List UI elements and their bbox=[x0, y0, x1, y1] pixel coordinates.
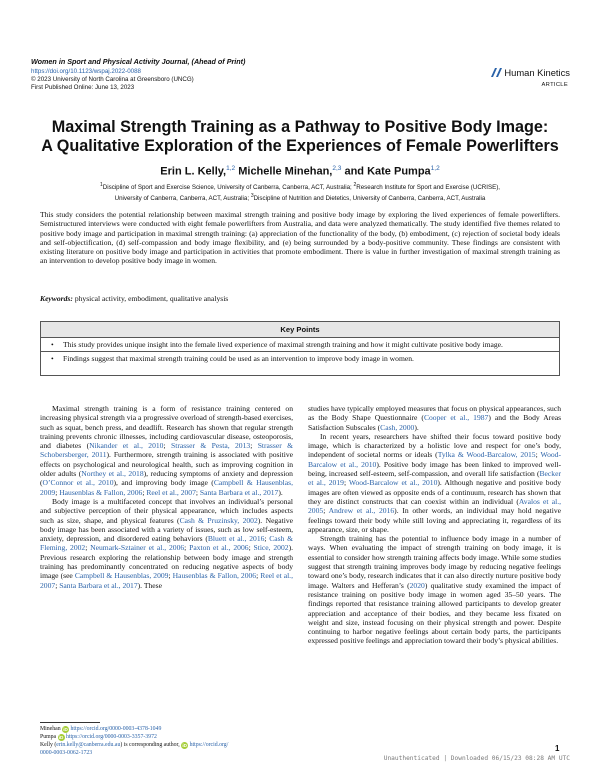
citation-link[interactable]: Cash & Fleming, 2002 bbox=[40, 534, 293, 553]
footnote-pumpa bbox=[40, 734, 293, 742]
text: ; bbox=[184, 543, 190, 553]
text: ). bbox=[278, 487, 283, 497]
author-name: and Kate Pumpa bbox=[344, 165, 431, 178]
text: In recent years, researchers have shifted their focus toward positive body image, which is characterized by a holistic love and respect for one’s body, independent of societal norms or ideals ( bbox=[308, 431, 561, 460]
doi-link[interactable] bbox=[31, 68, 141, 76]
key-point-text: Findings suggest that maximal strength training could be used as an intervention to improve body image in women. bbox=[63, 354, 414, 364]
author-affiliation-marker[interactable]: 2,3 bbox=[332, 165, 342, 172]
text: ; bbox=[55, 580, 60, 590]
citation-link[interactable]: O’Connor et al., 2010 bbox=[42, 478, 114, 488]
text: ) and the Body Areas Satisfaction Subscales ( bbox=[308, 413, 562, 432]
text: ; bbox=[195, 487, 200, 497]
citation-link[interactable]: Northey et al., 2018 bbox=[81, 469, 144, 479]
footnote-author-name: Minehan bbox=[40, 726, 61, 732]
body-paragraph bbox=[308, 534, 561, 646]
body-paragraph bbox=[308, 404, 561, 432]
citation-link[interactable]: Paxton et al., 2006 bbox=[189, 543, 249, 553]
author-affiliation-marker[interactable]: 1,2 bbox=[226, 165, 236, 172]
orcid-link[interactable]: 0000-0003-0062-1723 bbox=[40, 749, 93, 756]
download-stamp: Unauthenticated | Downloaded 06/15/23 08:28 AM UTC bbox=[383, 755, 570, 762]
key-point-item bbox=[41, 338, 559, 352]
affiliation-2-cont: University of Canberra, Canberra, ACT, Australia; bbox=[114, 195, 250, 203]
citation-link[interactable]: Santa Barbara et al., 2017 bbox=[199, 487, 279, 497]
text: ). bbox=[414, 422, 419, 432]
citation-link[interactable]: Hausenblas & Fallon, 2006 bbox=[172, 571, 257, 581]
affiliations bbox=[40, 181, 560, 204]
body-column-right bbox=[308, 404, 561, 646]
publisher-logo bbox=[452, 67, 570, 79]
affiliation-1: Discipline of Sport and Exercise Science, University of Canberra, Canberra, ACT, Australia; bbox=[102, 184, 352, 192]
keywords bbox=[40, 294, 560, 303]
citation-link[interactable]: Wood-Barcalow et al., 2010 bbox=[348, 478, 438, 488]
citation-link[interactable]: Cooper et al., 1987 bbox=[423, 413, 489, 423]
text: ), reducing symptoms of anxiety and depression ( bbox=[40, 469, 293, 488]
key-points-heading: Key Points bbox=[41, 322, 559, 338]
citation-link[interactable]: Avalos et al., 2005 bbox=[308, 496, 561, 516]
body-paragraph bbox=[308, 432, 561, 534]
citation-link[interactable]: Tylka & Wood-Barcalow, 2015 bbox=[437, 450, 536, 460]
text: ). These bbox=[137, 580, 162, 590]
citation-link[interactable]: 2020 bbox=[409, 580, 425, 590]
copyright-line: © 2023 University of North Carolina at Greensboro (UNCG) bbox=[31, 76, 194, 83]
citation-link[interactable]: Hausenblas & Fallon, 2006 bbox=[59, 487, 143, 497]
key-points-box bbox=[40, 321, 560, 376]
text: ; bbox=[248, 543, 254, 553]
journal-title: Women in Sport and Physical Activity Journal, (Ahead of Print) bbox=[31, 57, 246, 66]
paper-title bbox=[20, 118, 580, 156]
email-link[interactable]: erin.kelly@canberra.edu.au bbox=[56, 742, 121, 748]
text: ). Although negative and positive body images are often viewed as opposite ends of a continuum, research has shown that they are distinct constructs that can coexist within an individual ( bbox=[308, 478, 561, 506]
text: Kelly ( bbox=[40, 742, 57, 748]
text: ; bbox=[343, 478, 349, 488]
text: ). Previous research exploring the relationship between body image and strength training has predominantly concentrated on reducing negative aspects of body image (see bbox=[40, 543, 293, 581]
body-column-left bbox=[40, 404, 293, 590]
orcid-link[interactable]: https://orcid.org/ bbox=[189, 742, 229, 748]
abstract: This study considers the potential relationship between maximal strength training and positive body image by exploring the lived experiences of female powerlifters. Semistructured interviews were conducted with eight female powerlifters from Australia, and data were analyzed thematically. The study identified five themes related to positive body image and participation in maximal strength training: (a) appreciation of the functionality of the body, (b) embodiment, (c) rejection of societal body ideals and self-objectification, (d) self-compassion and body image flexibility, and (e) being surrounded by a body-positive community. These findings are consistent with existing literature on positive body image and participation in activities that promote embodiment. There is value in further investigation of maximal strength training as an intervention to develop positive body image in women. bbox=[40, 210, 560, 266]
text: ; bbox=[163, 441, 171, 451]
text: ). Positive body image has been linked to improved well-being, increased self-esteem, self-compassion, and overall life satisfaction ( bbox=[308, 459, 561, 479]
publication-date: First Published Online: June 13, 2023 bbox=[31, 84, 135, 91]
text: ; bbox=[142, 487, 147, 497]
orcid-icon[interactable]: iD bbox=[182, 743, 187, 748]
doi-link-text[interactable]: https://doi.org/10.1123/wspaj.2022-0088 bbox=[31, 68, 141, 75]
citation-link[interactable]: Andrew et al., 2016 bbox=[328, 506, 395, 516]
paper-title-line-1: Maximal Strength Training as a Pathway to Positive Body Image: bbox=[51, 118, 549, 136]
text: ; bbox=[250, 441, 258, 451]
citation-link[interactable]: Campbell & Hausenblas, 2009 bbox=[74, 571, 169, 581]
text: Strength training has the potential to influence body image in a number of ways. When evaluating the impact of strength training on body image, it is essential to consider how strength training affects body image. While some studies suggest that strength training improves body image by reducing negative feelings toward one’s body, research indicates that it can also directly nurture positive body image. Walters and Hefferan’s ( bbox=[308, 534, 561, 590]
keywords-label: Keywords: bbox=[40, 294, 73, 303]
citation-link[interactable]: Campbell & Hausenblas, 2009 bbox=[40, 478, 293, 497]
orcid-link[interactable]: https://orcid.org/0000-0003-4378-1049 bbox=[70, 726, 162, 732]
human-kinetics-logo-icon bbox=[491, 68, 502, 77]
text: ), and improving body image ( bbox=[113, 478, 214, 488]
affiliation-line-2 bbox=[40, 192, 560, 203]
keywords-list: physical activity, embodiment, qualitative analysis bbox=[74, 294, 229, 303]
citation-link[interactable]: Reel et al., 2007 bbox=[146, 487, 196, 497]
affiliation-2: Research Institute for Sport and Exercise (UCRISE), bbox=[356, 184, 501, 192]
footnote-minehan bbox=[40, 726, 293, 734]
affiliation-number: 3 bbox=[250, 193, 254, 200]
text: ; bbox=[264, 534, 270, 544]
affiliation-line-1 bbox=[40, 181, 560, 192]
affiliation-3: Discipline of Nutrition and Dietetics, University of Canberra, Canberra, ACT, Australia bbox=[253, 195, 486, 203]
page-number: 1 bbox=[555, 744, 560, 753]
citation-link[interactable]: Stice, 2002 bbox=[253, 543, 289, 553]
text: ; bbox=[323, 506, 329, 516]
article-type-label: ARTICLE bbox=[541, 82, 568, 88]
bullet-icon: • bbox=[51, 340, 54, 349]
key-point-text: This study provides unique insight into the female lived experience of maximal strength training and how it might cultivate positive body image. bbox=[63, 340, 503, 349]
citation-link[interactable]: Neumark-Sztainer et al., 2006 bbox=[90, 543, 185, 553]
text: ; bbox=[85, 543, 91, 553]
citation-link[interactable]: Strasser & Pesta, 2013 bbox=[170, 441, 251, 451]
text: ; bbox=[256, 571, 261, 581]
author-name: Michelle Minehan, bbox=[238, 165, 333, 178]
text: ). Negative body image has been associated with a variety of issues, such as low self-esteem, anxiety, depression, and disordered eating behaviors ( bbox=[40, 515, 293, 544]
text: ; bbox=[55, 487, 60, 497]
affiliation-number: 1 bbox=[99, 182, 103, 188]
citation-link[interactable]: Bluett et al., 2016 bbox=[207, 534, 265, 544]
orcid-link[interactable]: https://orcid.org/0000-0003-3357-3972 bbox=[66, 734, 157, 740]
footnote-author-name: Pumpa bbox=[40, 734, 57, 740]
citation-link[interactable]: Santa Barbara et al., 2017 bbox=[59, 580, 138, 590]
text: ) is corresponding author, bbox=[120, 742, 180, 748]
text: ; bbox=[168, 571, 173, 581]
bullet-icon: • bbox=[51, 354, 54, 364]
orcid-icon[interactable]: iD bbox=[63, 727, 68, 732]
footnote-divider bbox=[40, 722, 100, 723]
key-point-item bbox=[41, 352, 559, 365]
paper-title-line-2: A Qualitative Exploration of the Experiences of Female Powerlifters bbox=[41, 137, 559, 155]
text: studies have typically employed measures that focus on physical appearances, such as the Body Shape Questionnaire ( bbox=[308, 404, 561, 423]
citation-link[interactable]: Strasser & Schobersberger, 2011 bbox=[40, 441, 294, 460]
author-name: Erin L. Kelly, bbox=[160, 165, 227, 178]
citation-link[interactable]: Becker et al., 2019 bbox=[308, 469, 561, 488]
text: Body image is a multifaceted concept that involves an individual’s personal and subjective perception of their physical appearance, which includes aspects such as size, shape, and physical features ( bbox=[40, 496, 293, 525]
publisher-name: Human Kinetics bbox=[504, 67, 570, 78]
text: ; bbox=[535, 450, 541, 460]
citation-link[interactable]: Nikander et al., 2010 bbox=[89, 441, 164, 451]
body-paragraph bbox=[40, 404, 293, 497]
text: Maximal strength training is a form of resistance training centered on increasing physical strength via a progressive overload of strength-based exercises, such as squat, bench press, and deadlift. Research has shown that regular strength training prevents chronic illnesses, including cardiovascular disease, osteoporosis, and diabetes ( bbox=[40, 404, 293, 451]
author-affiliation-marker[interactable]: 1,2 bbox=[430, 165, 440, 172]
citation-link[interactable]: Cash & Pruzinsky, 2002 bbox=[179, 515, 258, 525]
author-list bbox=[20, 165, 580, 178]
affiliation-number: 2 bbox=[353, 182, 357, 188]
citation-link[interactable]: Reel et al., 2007 bbox=[40, 571, 293, 590]
text: ) qualitative study examined the impact of resistance training on positive body image in women aged 35–50 years. The findings reported that resistance training allowed participants to develop greater appreciation and acceptance of their bodies, and they became less fixated on weight and size, instead focusing on their physical strength and power. Despite continuing to harbor negative feelings about certain body parts, the participants expressed positive feelings and appreciation toward their body’s physical abilities. bbox=[308, 580, 561, 646]
body-paragraph bbox=[40, 497, 293, 590]
text: ). In other words, an individual may hold negative feelings toward their body while still loving and appreciating it, regardless of its appearance, size, or shape. bbox=[308, 506, 561, 534]
text: ). Furthermore, strength training is associated with positive effects on psychological and neurological health, such as improving cognition in older adults ( bbox=[40, 450, 293, 479]
citation-link[interactable]: Cash, 2000 bbox=[380, 422, 415, 432]
citation-link[interactable]: Wood-Barcalow et al., 2010 bbox=[308, 450, 561, 469]
orcid-icon[interactable]: iD bbox=[58, 735, 64, 740]
